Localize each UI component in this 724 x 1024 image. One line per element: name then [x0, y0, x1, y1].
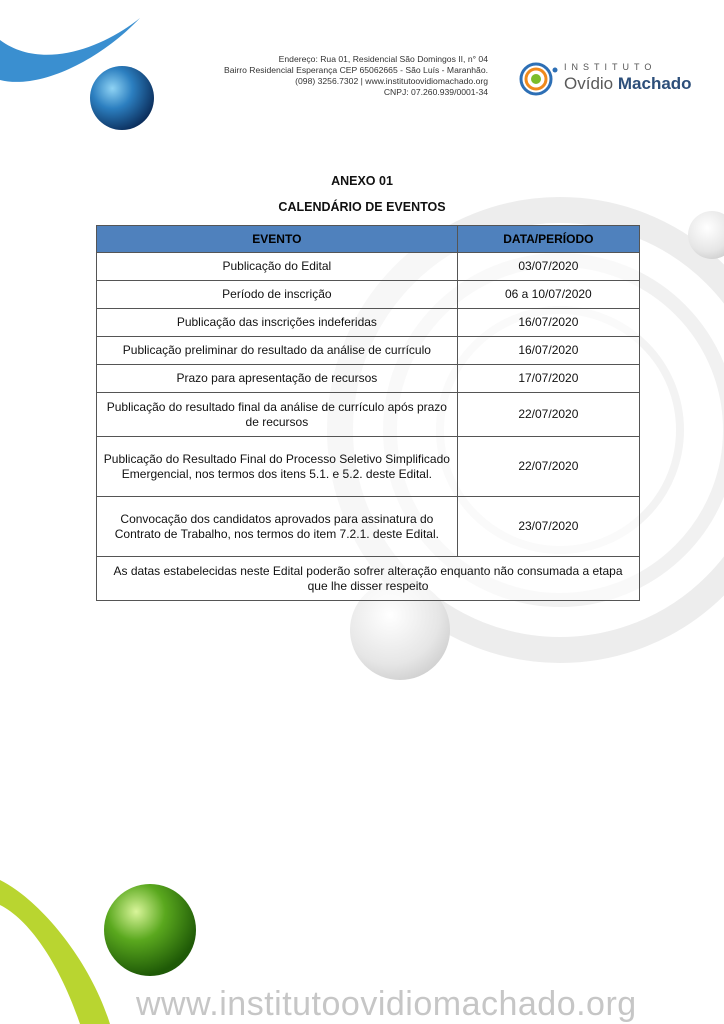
event-cell: Período de inscrição — [97, 281, 458, 309]
table-row — [97, 253, 640, 281]
date-cell: 17/07/2020 — [457, 365, 639, 393]
table-note: As datas estabelecidas neste Edital poderão sofrer alteração enquanto não consumada a etapa que lhe disser respeito — [97, 557, 640, 601]
logo-name-light: Ovídio — [564, 74, 614, 93]
annex-title: ANEXO 01 — [331, 174, 393, 188]
table-row — [97, 365, 640, 393]
blue-sphere — [90, 66, 154, 130]
date-cell: 16/07/2020 — [457, 309, 639, 337]
institute-logo — [516, 58, 696, 100]
date-cell: 06 a 10/07/2020 — [457, 281, 639, 309]
address-line: Endereço: Rua 01, Residencial São Domingos II, n° 04 — [278, 54, 488, 64]
table-row — [97, 309, 640, 337]
header-date: DATA/PERÍODO — [457, 226, 639, 253]
events-table — [96, 225, 640, 601]
logo-top-text: INSTITUTO — [564, 62, 657, 72]
table-note-row — [97, 557, 640, 601]
header-event: EVENTO — [97, 226, 458, 253]
event-cell: Publicação do Resultado Final do Processo Seletivo Simplificado Emergencial, nos termos dos itens 5.1. e 5.2. deste Edital. — [97, 437, 458, 497]
footer-url: www.institutoovidiomachado.org — [136, 985, 637, 1023]
event-cell: Prazo para apresentação de recursos — [97, 365, 458, 393]
logo-name — [564, 74, 692, 94]
header-address — [224, 54, 488, 98]
green-swoosh — [0, 880, 110, 1024]
address-line: (098) 3256.7302 | www.institutoovidiomachado.org — [295, 76, 488, 86]
event-cell: Publicação do resultado final da análise de currículo após prazo de recursos — [97, 393, 458, 437]
date-cell: 16/07/2020 — [457, 337, 639, 365]
date-cell: 22/07/2020 — [457, 393, 639, 437]
calendar-title: CALENDÁRIO DE EVENTOS — [278, 200, 446, 214]
date-cell: 22/07/2020 — [457, 437, 639, 497]
green-sphere — [104, 884, 196, 976]
address-line: CNPJ: 07.260.939/0001-34 — [383, 87, 488, 97]
date-cell: 23/07/2020 — [457, 497, 639, 557]
date-cell: 03/07/2020 — [457, 253, 639, 281]
event-cell: Convocação dos candidatos aprovados para assinatura do Contrato de Trabalho, nos termos do item 7.2.1. deste Edital. — [97, 497, 458, 557]
event-cell: Publicação do Edital — [97, 253, 458, 281]
address-line: Bairro Residencial Esperança CEP 65062665 - São Luís - Maranhão. — [223, 65, 488, 75]
event-cell: Publicação das inscrições indeferidas — [97, 309, 458, 337]
logo-name-bold: Machado — [617, 74, 692, 93]
table-row — [97, 393, 640, 437]
table-row — [97, 281, 640, 309]
table-row — [97, 337, 640, 365]
table-row — [97, 497, 640, 557]
logo-swirl-icon — [516, 58, 560, 100]
table-row — [97, 437, 640, 497]
event-cell: Publicação preliminar do resultado da análise de currículo — [97, 337, 458, 365]
